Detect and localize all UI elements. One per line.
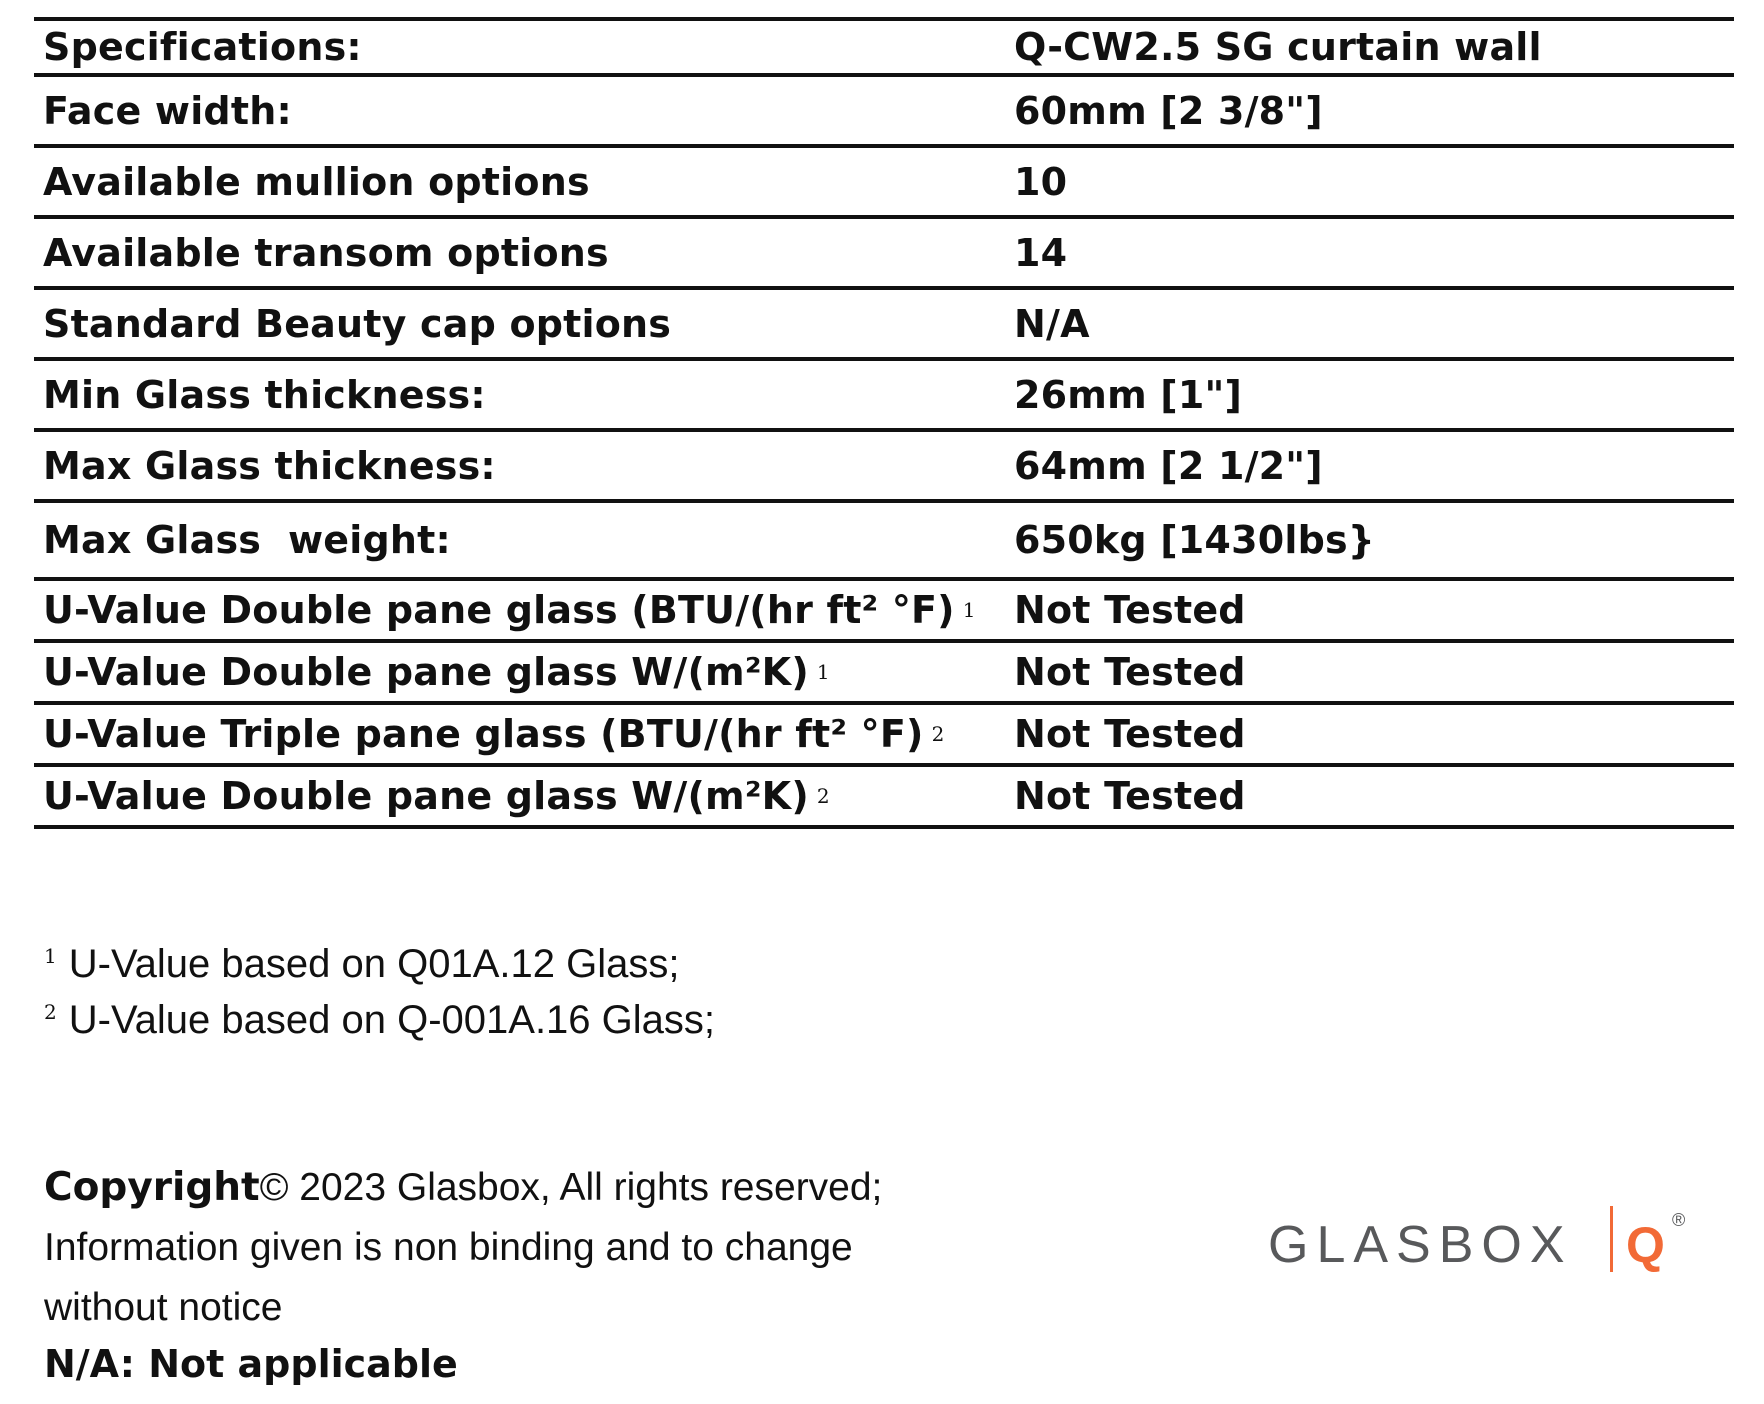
table-row [34, 290, 1734, 361]
registered-mark: ® [1672, 1210, 1686, 1230]
footnotes [44, 936, 715, 1048]
row-value: N/A [1014, 301, 1090, 346]
footnote-number: 2 [44, 999, 57, 1024]
footnote-2 [44, 992, 715, 1048]
row-label: U-Value Double pane glass W/(m²K) 1 [43, 650, 830, 694]
footnote-number: 1 [44, 943, 57, 968]
table-row [34, 432, 1734, 503]
header-label: Specifications: [43, 25, 362, 69]
row-value: 14 [1014, 230, 1068, 275]
row-label: U-Value Double pane glass W/(m²K) 2 [43, 774, 830, 818]
row-value: 64mm [2 1/2"] [1014, 443, 1323, 488]
row-label: Min Glass thickness: [43, 372, 486, 417]
row-label-text: U-Value Double pane glass W/(m²K) [43, 650, 809, 694]
header-value: Q-CW2.5 SG curtain wall [1014, 25, 1542, 69]
table-row [34, 503, 1734, 581]
row-value: Not Tested [1014, 650, 1246, 694]
footnote-text: U-Value based on Q-001A.16 Glass; [68, 998, 716, 1042]
table-row [34, 767, 1734, 829]
row-value: 26mm [1"] [1014, 372, 1243, 417]
logo-wordmark: GLASBOX [1268, 1216, 1573, 1272]
table-row [34, 643, 1734, 705]
row-value: 650kg [1430lbs} [1014, 518, 1376, 562]
row-value: 10 [1014, 159, 1068, 204]
copyright-text: © 2023 Glasbox, All rights reserved; [259, 1166, 883, 1209]
table-row [34, 705, 1734, 767]
copyright-notice [44, 1158, 882, 1390]
row-value: Not Tested [1014, 712, 1246, 756]
table-row [34, 219, 1734, 290]
table-row [34, 77, 1734, 148]
row-value: 60mm [2 3/8"] [1014, 88, 1323, 133]
row-value: Not Tested [1014, 774, 1246, 818]
glasbox-logo [1268, 1206, 1698, 1272]
table-row [34, 581, 1734, 643]
row-label: U-Value Triple pane glass (BTU/(hr ft² °F) 2 [43, 712, 945, 756]
footnote-1 [44, 936, 715, 992]
row-label-text: U-Value Double pane glass W/(m²K) [43, 774, 809, 818]
copyright-line [44, 1158, 882, 1218]
logo-q-mark: Q [1626, 1217, 1665, 1272]
row-label: Face width: [43, 88, 292, 133]
na-note: N/A: Not applicable [44, 1342, 458, 1386]
copyright-label: Copyright [44, 1165, 260, 1210]
row-label: Max Glass thickness: [43, 443, 496, 488]
row-label: Available transom options [43, 230, 609, 275]
row-label: Max Glass weight: [43, 518, 451, 562]
table-row [34, 148, 1734, 219]
row-label: Available mullion options [43, 159, 590, 204]
disclaimer-line-2: without notice [44, 1286, 283, 1329]
row-label: Standard Beauty cap options [43, 301, 672, 346]
row-label: U-Value Double pane glass (BTU/(hr ft² °F) 1 [43, 588, 976, 632]
specifications-table [34, 17, 1734, 829]
disclaimer-line-1: Information given is non binding and to change [44, 1226, 853, 1269]
table-row [34, 361, 1734, 432]
row-label-text: U-Value Triple pane glass (BTU/(hr ft² °F) [43, 712, 924, 756]
logo-divider [1610, 1206, 1613, 1272]
footnote-text: U-Value based on Q01A.12 Glass; [68, 942, 680, 986]
row-value: Not Tested [1014, 588, 1246, 632]
row-label-text: U-Value Double pane glass (BTU/(hr ft² °F) [43, 588, 955, 632]
table-header-row [34, 21, 1734, 77]
